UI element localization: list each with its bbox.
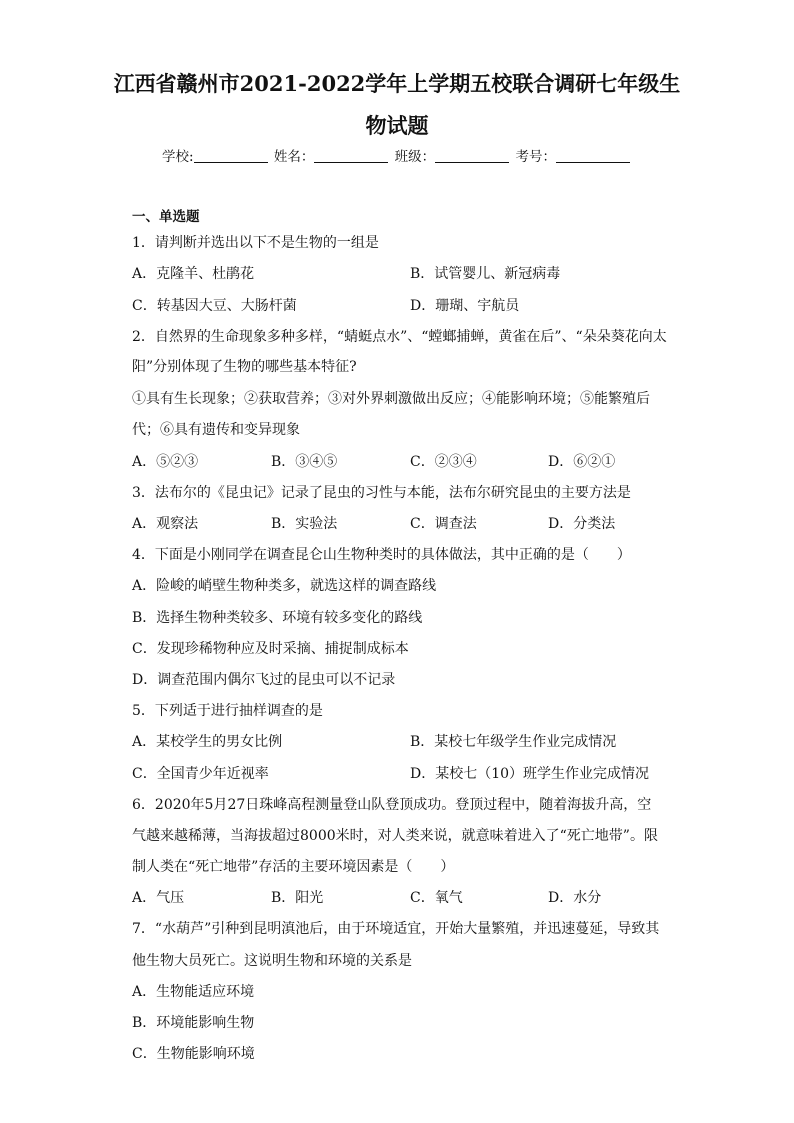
q4-option-a: A．险峻的峭壁生物种类多，就选这样的调查路线 xyxy=(132,578,437,594)
class-label: 班级： xyxy=(394,149,436,165)
q5-option-d: D．某校七（10）班学生作业完成情况 xyxy=(410,766,650,782)
section-heading: 一、单选题 xyxy=(132,209,200,225)
question-3-stem: 3．法布尔的《昆虫记》记录了昆虫的习性与本能，法布尔研究昆虫的主要方法是 xyxy=(132,485,631,501)
number-label: 考号： xyxy=(515,149,556,165)
q6-option-a: A．气压 xyxy=(132,890,185,906)
question-5-stem: 5．下列适于进行抽样调查的是 xyxy=(132,703,323,719)
question-2-stem-line2: 阳”分别体现了生物的哪些基本特征? xyxy=(132,359,357,375)
q6-option-d: D．水分 xyxy=(548,890,602,906)
q4-option-b: B．选择生物种类较多、环境有较多变化的路线 xyxy=(132,610,423,626)
name-label: 姓名： xyxy=(273,149,315,165)
q5-option-b: B．某校七年级学生作业完成情况 xyxy=(410,734,617,750)
q7-option-c: C．生物能影响环境 xyxy=(132,1046,255,1062)
q7-option-b: B．环境能影响生物 xyxy=(132,1015,255,1031)
q1-option-c: C．转基因大豆、大肠杆菌 xyxy=(132,298,297,314)
q5-option-c: C．全国青少年近视率 xyxy=(132,766,269,782)
q1-option-d: D．珊瑚、宇航员 xyxy=(410,298,520,314)
q3-option-a: A．观察法 xyxy=(132,516,199,532)
number-blank[interactable] xyxy=(556,150,630,163)
question-6-stem-line1: 6．2020年5月27日珠峰高程测量登山队登顶成功。登顶过程中，随着海拔升高，空 xyxy=(132,797,652,813)
question-4-stem: 4．下面是小刚同学在调查昆仑山生物种类时的具体做法，其中正确的是（ ） xyxy=(132,547,631,563)
q2-option-c: C．②③④ xyxy=(410,454,477,470)
question-2-stem-line3: ①具有生长现象；②获取营养；③对外界刺激做出反应；④能影响环境；⑤能繁殖后 xyxy=(132,391,650,407)
q3-option-b: B．实验法 xyxy=(271,516,338,532)
question-2-stem-line4: 代；⑥具有遗传和变异现象 xyxy=(132,422,300,438)
q1-option-a: A．克隆羊、杜鹃花 xyxy=(132,266,255,282)
question-7-stem-line1: 7．“水葫芦”引种到昆明滇池后，由于环境适宜，开始大量繁殖，并迅速蔓延，导致其 xyxy=(132,921,660,937)
q4-option-d: D．调查范围内偶尔飞过的昆虫可以不记录 xyxy=(132,672,396,688)
q6-option-b: B．阳光 xyxy=(271,890,324,906)
question-1-stem: 1．请判断并选出以下不是生物的一组是 xyxy=(132,235,379,251)
q2-option-d: D．⑥②① xyxy=(548,454,616,470)
q1-option-b: B．试管婴儿、新冠病毒 xyxy=(410,266,561,282)
exam-title-line2: 物试题 xyxy=(365,113,429,138)
q3-option-d: D．分类法 xyxy=(548,516,616,532)
q5-option-a: A．某校学生的男女比例 xyxy=(132,734,283,750)
q4-option-c: C．发现珍稀物种应及时采摘、捕捉制成标本 xyxy=(132,641,409,657)
question-2-stem-line1: 2．自然界的生命现象多种多样，“蜻蜓点水”、“螳螂捕蝉，黄雀在后”、“朵朵葵花向太 xyxy=(132,329,667,345)
q6-option-c: C．氧气 xyxy=(410,890,463,906)
question-6-stem-line2: 气越来越稀薄，当海拔超过8000米时，对人类来说，就意味着进入了“死亡地带”。限 xyxy=(132,828,658,844)
name-blank[interactable] xyxy=(314,150,388,163)
q3-option-c: C．调查法 xyxy=(410,516,477,532)
school-blank[interactable] xyxy=(194,150,268,163)
question-7-stem-line2: 他生物大员死亡。这说明生物和环境的关系是 xyxy=(132,953,412,969)
question-6-stem-line3: 制人类在“死亡地带”存活的主要环境因素是（ ） xyxy=(132,859,455,875)
q7-option-a: A．生物能适应环境 xyxy=(132,984,255,1000)
exam-title-line1: 江西省赣州市2021-2022学年上学期五校联合调研七年级生 xyxy=(113,71,681,96)
student-info-row xyxy=(162,145,632,165)
class-blank[interactable] xyxy=(435,150,509,163)
q2-option-b: B．③④⑤ xyxy=(271,454,338,470)
school-label: 学校: xyxy=(162,149,194,165)
q2-option-a: A．⑤②③ xyxy=(132,454,199,470)
